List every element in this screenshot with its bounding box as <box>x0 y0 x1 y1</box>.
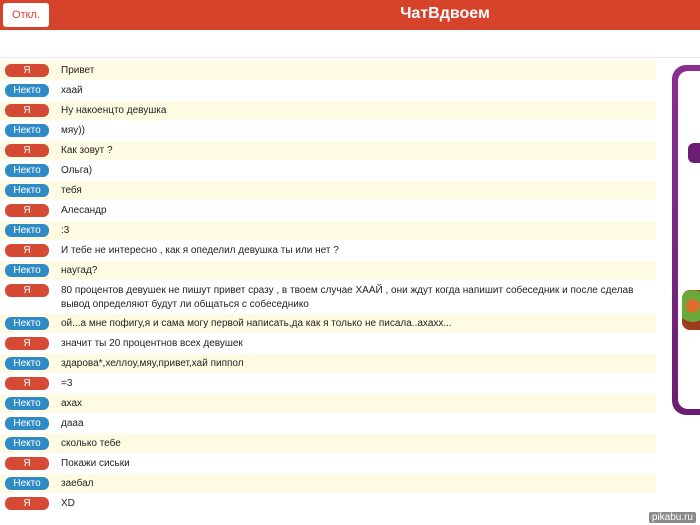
message-text: Покажи сиськи <box>61 458 130 469</box>
chat-message <box>0 414 656 434</box>
message-text: ой...а мне пофигу,я и сама могу первой написать,да как я только не писала..ахахх... <box>61 318 452 329</box>
chat-message <box>0 261 656 281</box>
message-text: хаай <box>61 85 83 96</box>
sender-badge-stranger: Некто <box>5 84 49 97</box>
sender-badge-stranger: Некто <box>5 417 49 430</box>
sender-badge-stranger: Некто <box>5 397 49 410</box>
app-title: ЧатВдвоем <box>400 5 490 22</box>
sender-badge-stranger: Некто <box>5 317 49 330</box>
chat-message <box>0 101 656 121</box>
chat-message <box>0 141 656 161</box>
message-text: наугад? <box>61 265 98 276</box>
message-text: тебя <box>61 185 82 196</box>
chat-message <box>0 354 656 374</box>
sender-badge-stranger: Некто <box>5 164 49 177</box>
ad-banner-inner <box>678 71 700 409</box>
sender-badge-stranger: Некто <box>5 477 49 490</box>
message-text: Как зовут ? <box>61 145 113 156</box>
sender-badge-me: Я <box>5 284 49 297</box>
sender-badge-stranger: Некто <box>5 357 49 370</box>
sender-badge-stranger: Некто <box>5 124 49 137</box>
sender-badge-me: Я <box>5 244 49 257</box>
chat-message <box>0 374 656 394</box>
message-text: дааа <box>61 418 84 429</box>
message-text: Алесандр <box>61 205 107 216</box>
sender-badge-me: Я <box>5 204 49 217</box>
message-text: сколько тебе <box>61 438 121 449</box>
message-text: Ну накоенцто девушка <box>61 105 167 116</box>
sender-badge-stranger: Некто <box>5 264 49 277</box>
ad-decoration <box>688 143 700 163</box>
message-text: Привет <box>61 65 95 76</box>
sender-badge-me: Я <box>5 377 49 390</box>
message-text: ахах <box>61 398 83 409</box>
divider <box>0 57 700 58</box>
message-text: мяу)) <box>61 125 85 136</box>
message-text: И тебе не интересно , как я опеделил девушка ты или нет ? <box>61 245 339 256</box>
chat-message <box>0 81 656 101</box>
chat-message <box>0 474 656 494</box>
chat-message <box>0 161 656 181</box>
header-bar <box>0 0 700 30</box>
sender-badge-me: Я <box>5 104 49 117</box>
sender-badge-stranger: Некто <box>5 184 49 197</box>
message-text: здарова*,хеллоу,мяу,привет,хай пиппол <box>61 358 244 369</box>
message-text: значит ты 20 процентнов всех девушек <box>61 338 243 349</box>
chat-message <box>0 281 656 314</box>
chat-message <box>0 241 656 261</box>
sender-badge-me: Я <box>5 144 49 157</box>
chat-message <box>0 221 656 241</box>
sender-badge-me: Я <box>5 497 49 510</box>
chat-message <box>0 61 656 81</box>
chat-message <box>0 394 656 414</box>
ad-image <box>682 290 700 330</box>
message-text: Ольга) <box>61 165 93 176</box>
message-text: =3 <box>61 378 73 389</box>
chat-message <box>0 201 656 221</box>
sender-badge-stranger: Некто <box>5 224 49 237</box>
sender-badge-me: Я <box>5 337 49 350</box>
chat-message <box>0 121 656 141</box>
chat-message <box>0 434 656 454</box>
message-text: заебал <box>61 478 94 489</box>
disconnect-button[interactable]: Откл. <box>3 3 49 27</box>
sender-badge-stranger: Некто <box>5 437 49 450</box>
message-text: 80 процентов девушек не пишут привет сразу , в твоем случае ХААЙ , они ждут когда напишит собеседник и после сделав вывод определяют будут ли общаться с собеседнико <box>61 285 634 310</box>
message-text: XD <box>61 498 75 509</box>
chat-log <box>0 61 656 514</box>
chat-message <box>0 454 656 474</box>
message-text: :3 <box>61 225 70 236</box>
chat-message <box>0 334 656 354</box>
sender-badge-me: Я <box>5 64 49 77</box>
chat-message <box>0 314 656 334</box>
ad-banner[interactable] <box>672 65 700 415</box>
chat-message <box>0 494 656 514</box>
watermark: pikabu.ru <box>649 512 696 523</box>
sender-badge-me: Я <box>5 457 49 470</box>
chat-message <box>0 181 656 201</box>
